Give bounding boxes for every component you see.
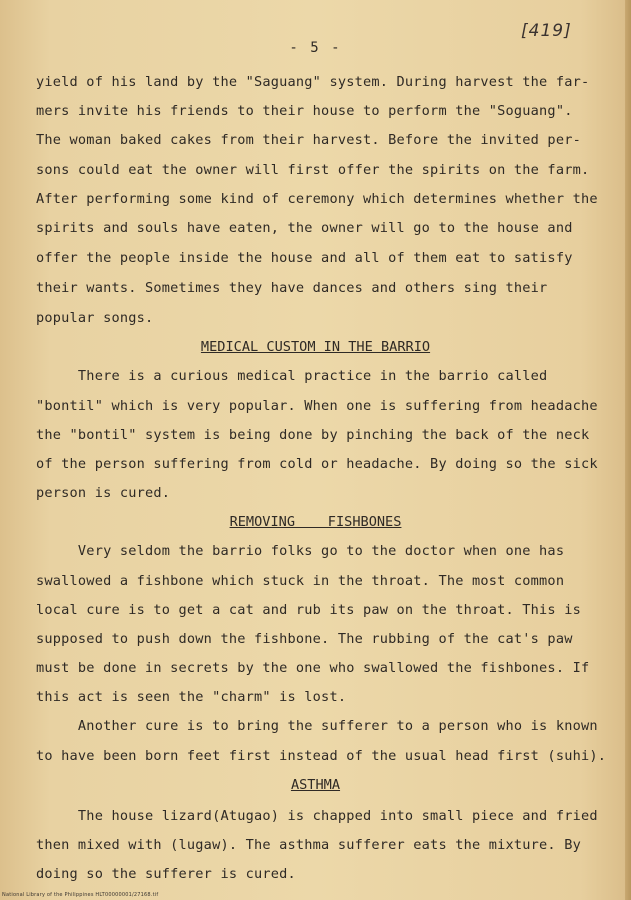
text-line: of the person suffering from cold or headache. By doing so the sick (36, 456, 598, 472)
text-line: must be done in secrets by the one who swallowed the fishbones. If (36, 660, 590, 676)
text-line: mers invite his friends to their house to perform the "Soguang". (36, 103, 573, 119)
text-line: then mixed with (lugaw). The asthma sufferer eats the mixture. By (36, 837, 581, 853)
text-line: "bontil" which is very popular. When one is suffering from headache (36, 398, 598, 414)
text-line: local cure is to get a cat and rub its paw on the throat. This is (36, 602, 581, 618)
scan-caption: National Library of the Philippines HLT00000001/27168.tif (2, 892, 159, 898)
text-line: spirits and souls have eaten, the owner will go to the house and (36, 220, 573, 236)
text-line: Very seldom the barrio folks go to the doctor when one has (36, 543, 565, 559)
text-line: There is a curious medical practice in the barrio called (36, 368, 548, 384)
text-line: their wants. Sometimes they have dances and others sing their (36, 280, 548, 296)
text-line: sons could eat the owner will first offer the spirits on the farm. (36, 162, 590, 178)
text-line: After performing some kind of ceremony which determines whether the (36, 191, 598, 207)
text-line: Another cure is to bring the sufferer to a person who is known (36, 718, 598, 734)
section-heading-medical: MEDICAL CUSTOM IN THE BARRIO (200, 339, 431, 355)
section-heading-asthma: ASTHMA (290, 777, 341, 793)
text-line: swallowed a fishbone which stuck in the throat. The most common (36, 573, 565, 589)
text-line: doing so the sufferer is cured. (36, 866, 296, 882)
text-line: The house lizard(Atugao) is chapped into small piece and fried (36, 808, 598, 824)
text-line: person is cured. (36, 485, 171, 501)
page-number: - 5 - (289, 40, 342, 56)
text-line: supposed to push down the fishbone. The rubbing of the cat's paw (36, 631, 573, 647)
text-line: this act is seen the "charm" is lost. (36, 689, 347, 705)
text-line: to have been born feet first instead of the usual head first (suhi). (36, 748, 607, 764)
text-line: yield of his land by the "Saguang" system. During harvest the far- (36, 74, 590, 90)
text-line: popular songs. (36, 310, 154, 326)
section-heading-fishbones: REMOVING FISHBONES (229, 514, 402, 530)
text-line: offer the people inside the house and all of them eat to satisfy (36, 250, 573, 266)
archive-stamp: [419] (521, 21, 572, 41)
text-line: the "bontil" system is being done by pinching the back of the neck (36, 427, 590, 443)
text-line: The woman baked cakes from their harvest. Before the invited per- (36, 132, 581, 148)
